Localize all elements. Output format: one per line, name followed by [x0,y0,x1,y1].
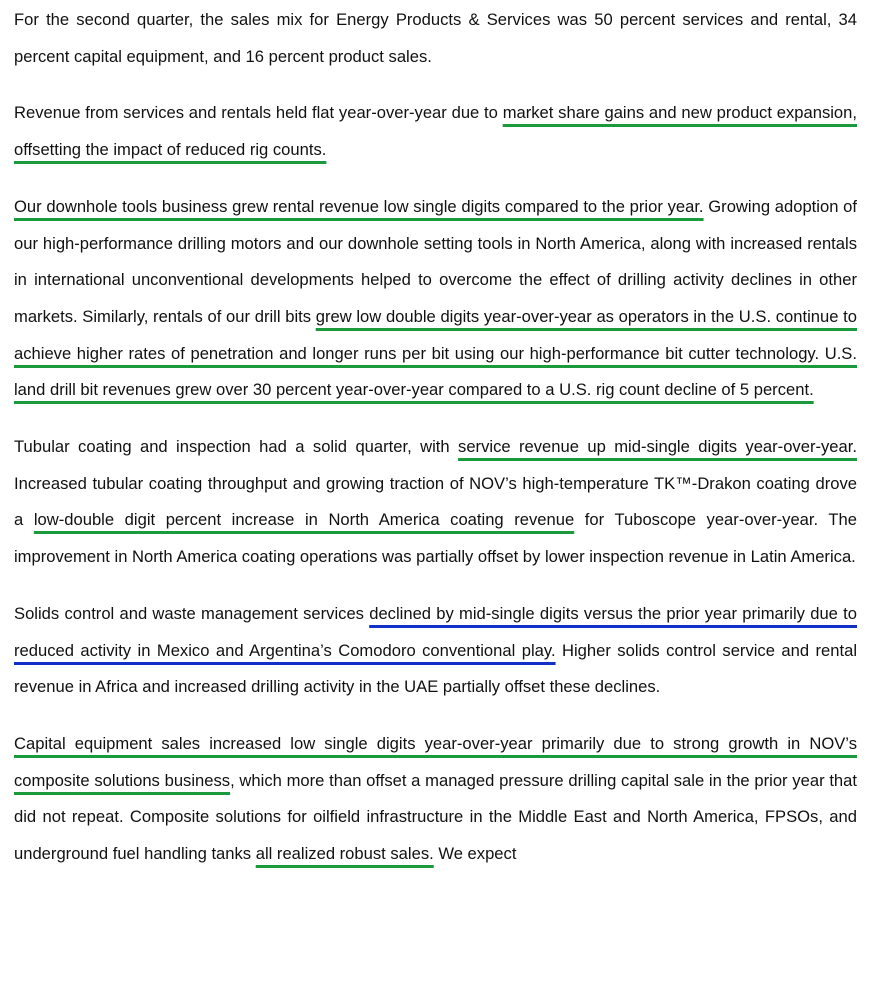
highlight-downhole-tools-growth: Our downhole tools business grew rental revenue low single digits compared to the prior year. [14,196,704,216]
highlight-robust-sales: all realized robust sales. [255,844,434,864]
capital-equipment-text: , which more than offset a managed pressure drilling capital sale in the prior year that did not repeat. Composite solutions for oilfield infrastructure in the Middle East and North America, FPSOs, and underground fuel handling tanks [14,770,858,864]
solids-control-closing: Higher solids control service and rental revenue in Africa and increased drilling activity in the UAE partially offset these declines. [14,640,858,697]
solids-control-intro: Solids control and waste management services [14,603,370,623]
paragraph-services-rentals [14,95,857,168]
downhole-tools-text: Growing adoption of our high-performance drilling motors and our downhole setting tools in North America, along with increased rentals in international unconventional developments helped to overcome the effect of drilling activity declines in other markets. Similarly, rentals of our drill bits [14,196,857,326]
paragraph-capital-equipment [14,726,857,873]
highlight-solids-control-decline: declined by mid-single digits versus the prior year primarily due to reduced activity in Mexico and Argentina’s Comodoro conventional play. [14,603,857,660]
paragraph-downhole-tools [14,189,857,409]
tubular-coating-closing: for Tuboscope year-over-year. The improvement in North America coating operations was partially offset by lower inspection revenue in Latin America. [14,510,858,567]
document-page [14,0,857,893]
highlight-market-share-gains: market share gains and new product expansion, offsetting the impact of reduced rig counts. [14,103,857,160]
highlight-service-revenue-up: service revenue up mid-single digits year-over-year. [458,437,857,457]
tubular-coating-text: Increased tubular coating throughput and growing traction of NOV’s high-temperature TK™-Drakon coating drove a [14,473,857,530]
highlight-drill-bits-growth: grew low double digits year-over-year as operators in the U.S. continue to achieve higher rates of penetration and longer runs per bit using our high-performance bit cutter technology. U.S. land drill bit revenues grew over 30 percent year-over-year compared to a U.S. rig count decline of 5 percent. [14,306,857,400]
sales-mix-text: For the second quarter, the sales mix for Energy Products & Services was 50 percent services and rental, 34 percent capital equipment, and 16 percent product sales. [14,10,857,66]
services-rentals-text: Revenue from services and rentals held flat year-over-year due to [14,103,503,123]
highlight-capital-equipment-growth: Capital equipment sales increased low single digits year-over-year primarily due to strong growth in NOV’s composite solutions business [14,733,857,790]
paragraph-sales-mix [14,2,857,75]
paragraph-tubular-coating [14,429,857,576]
highlight-coating-revenue-increase: low-double digit percent increase in North America coating revenue [33,510,575,530]
paragraph-solids-control [14,596,857,706]
capital-equipment-closing: We expect [433,844,517,864]
tubular-coating-intro: Tubular coating and inspection had a solid quarter, with [14,437,459,457]
